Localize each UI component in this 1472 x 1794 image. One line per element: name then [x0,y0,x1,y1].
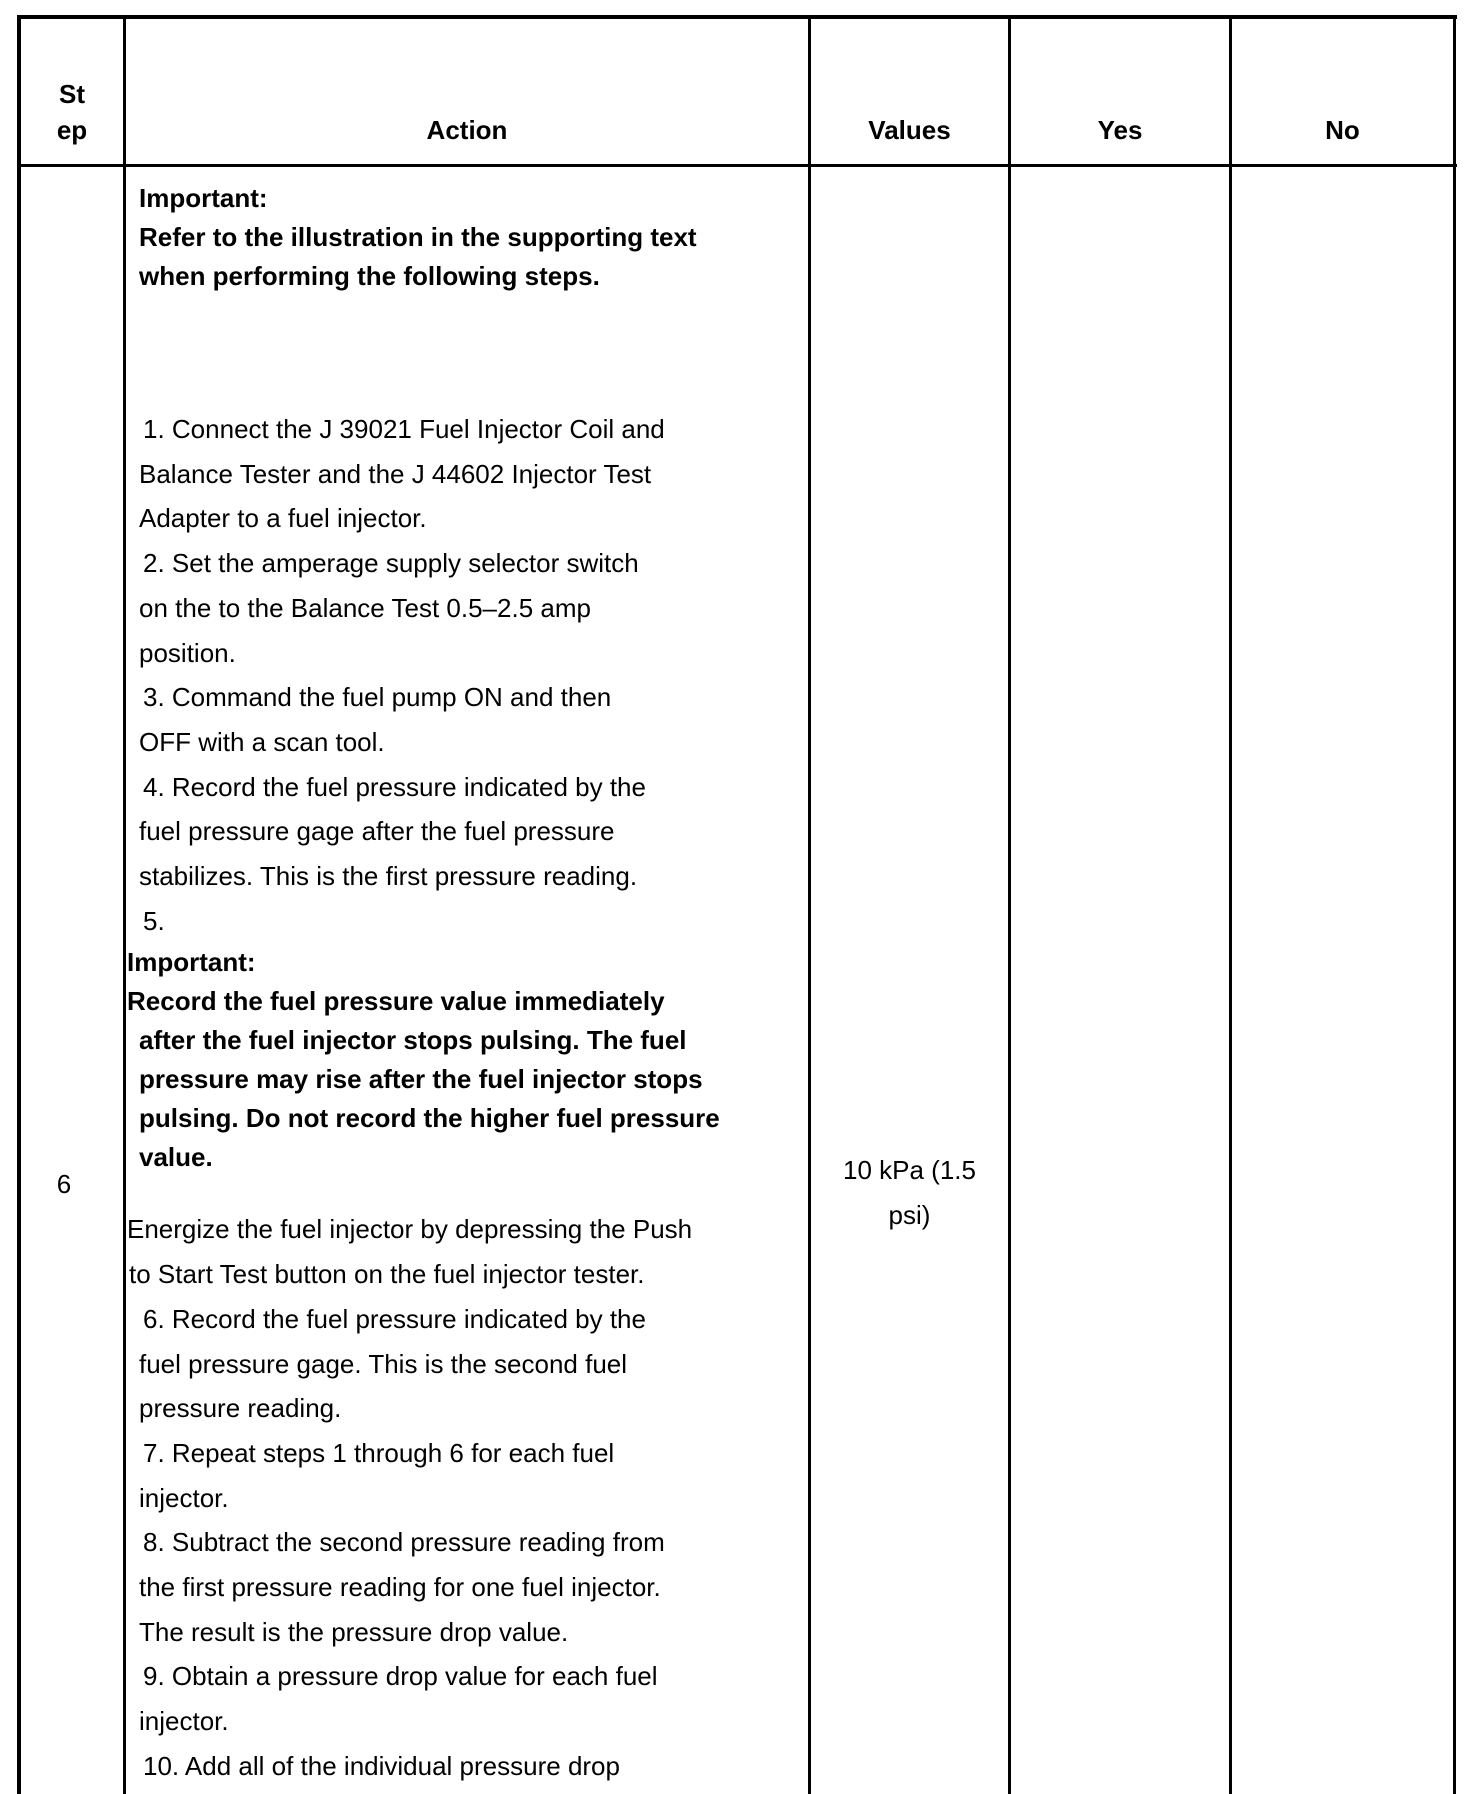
important-text: pulsing. Do not record the higher fuel pressure [139,1103,720,1134]
important-text: pressure may rise after the fuel injector stops [139,1064,703,1095]
step-8-text: 8. Subtract the second pressure reading from [143,1527,665,1558]
important-text: when performing the following steps. [139,261,600,291]
important-text: Record the fuel pressure value immediately [127,986,665,1017]
column-divider [808,19,811,1794]
column-divider [1008,19,1011,1794]
header-action: Action [426,115,508,145]
step-5-number: 5. [143,905,165,936]
step-9-text: injector. [139,1706,229,1737]
header-yes: Yes [1097,115,1143,145]
important-text: after the fuel injector stops pulsing. The fuel [139,1025,687,1056]
diagnostic-table [17,15,1457,1794]
step-4-text: 4. Record the fuel pressure indicated by the [143,771,646,802]
step-1-text: Adapter to a fuel injector. [139,503,427,534]
column-divider [1453,19,1456,1794]
values-cell: 10 kPa (1.5 psi) [843,1155,976,1230]
step-8-text: the first pressure reading for one fuel injector. [139,1572,661,1603]
step-2-text: on the to the Balance Test 0.5–2.5 amp [139,592,591,623]
step-7-text: 7. Repeat steps 1 through 6 for each fuel [143,1437,615,1468]
header-no: No [1325,115,1360,145]
step-7-text: injector. [139,1482,229,1513]
step-6-text: fuel pressure gage. This is the second fuel [139,1348,628,1379]
step-8-text: The result is the pressure drop value. [139,1616,569,1647]
step-3-text: 3. Command the fuel pump ON and then [143,682,612,713]
step-10-text: 10. Add all of the individual pressure drop [143,1750,620,1781]
step-number: 6 [56,1169,72,1199]
action-cell [127,179,799,1789]
column-divider [1229,19,1232,1794]
step-5-text: Energize the fuel injector by depressing the Push [127,1214,693,1245]
header-values: Values [868,115,951,145]
important-text: value. [139,1142,213,1173]
step-2-text: position. [139,637,236,668]
important-text: Refer to the illustration in the supporting text [139,222,697,252]
step-2-text: 2. Set the amperage supply selector switch [143,548,639,579]
step-4-text: fuel pressure gage after the fuel pressure [139,816,615,847]
step-5-text: to Start Test button on the fuel injector tester. [129,1259,645,1290]
header-step: St ep [56,79,88,145]
step-1-text: 1. Connect the J 39021 Fuel Injector Coil and [143,414,665,444]
column-divider [123,19,126,1794]
step-3-text: OFF with a scan tool. [139,726,385,757]
important-label: Important: [127,947,256,978]
step-6-text: pressure reading. [139,1393,342,1424]
step-1-text: Balance Tester and the J 44602 Injector Test [139,458,652,489]
step-9-text: 9. Obtain a pressure drop value for each fuel [143,1661,658,1692]
step-6-text: 6. Record the fuel pressure indicated by the [143,1303,646,1334]
important-label: Important: [139,183,268,213]
step-4-text: stabilizes. This is the first pressure reading. [139,861,638,892]
